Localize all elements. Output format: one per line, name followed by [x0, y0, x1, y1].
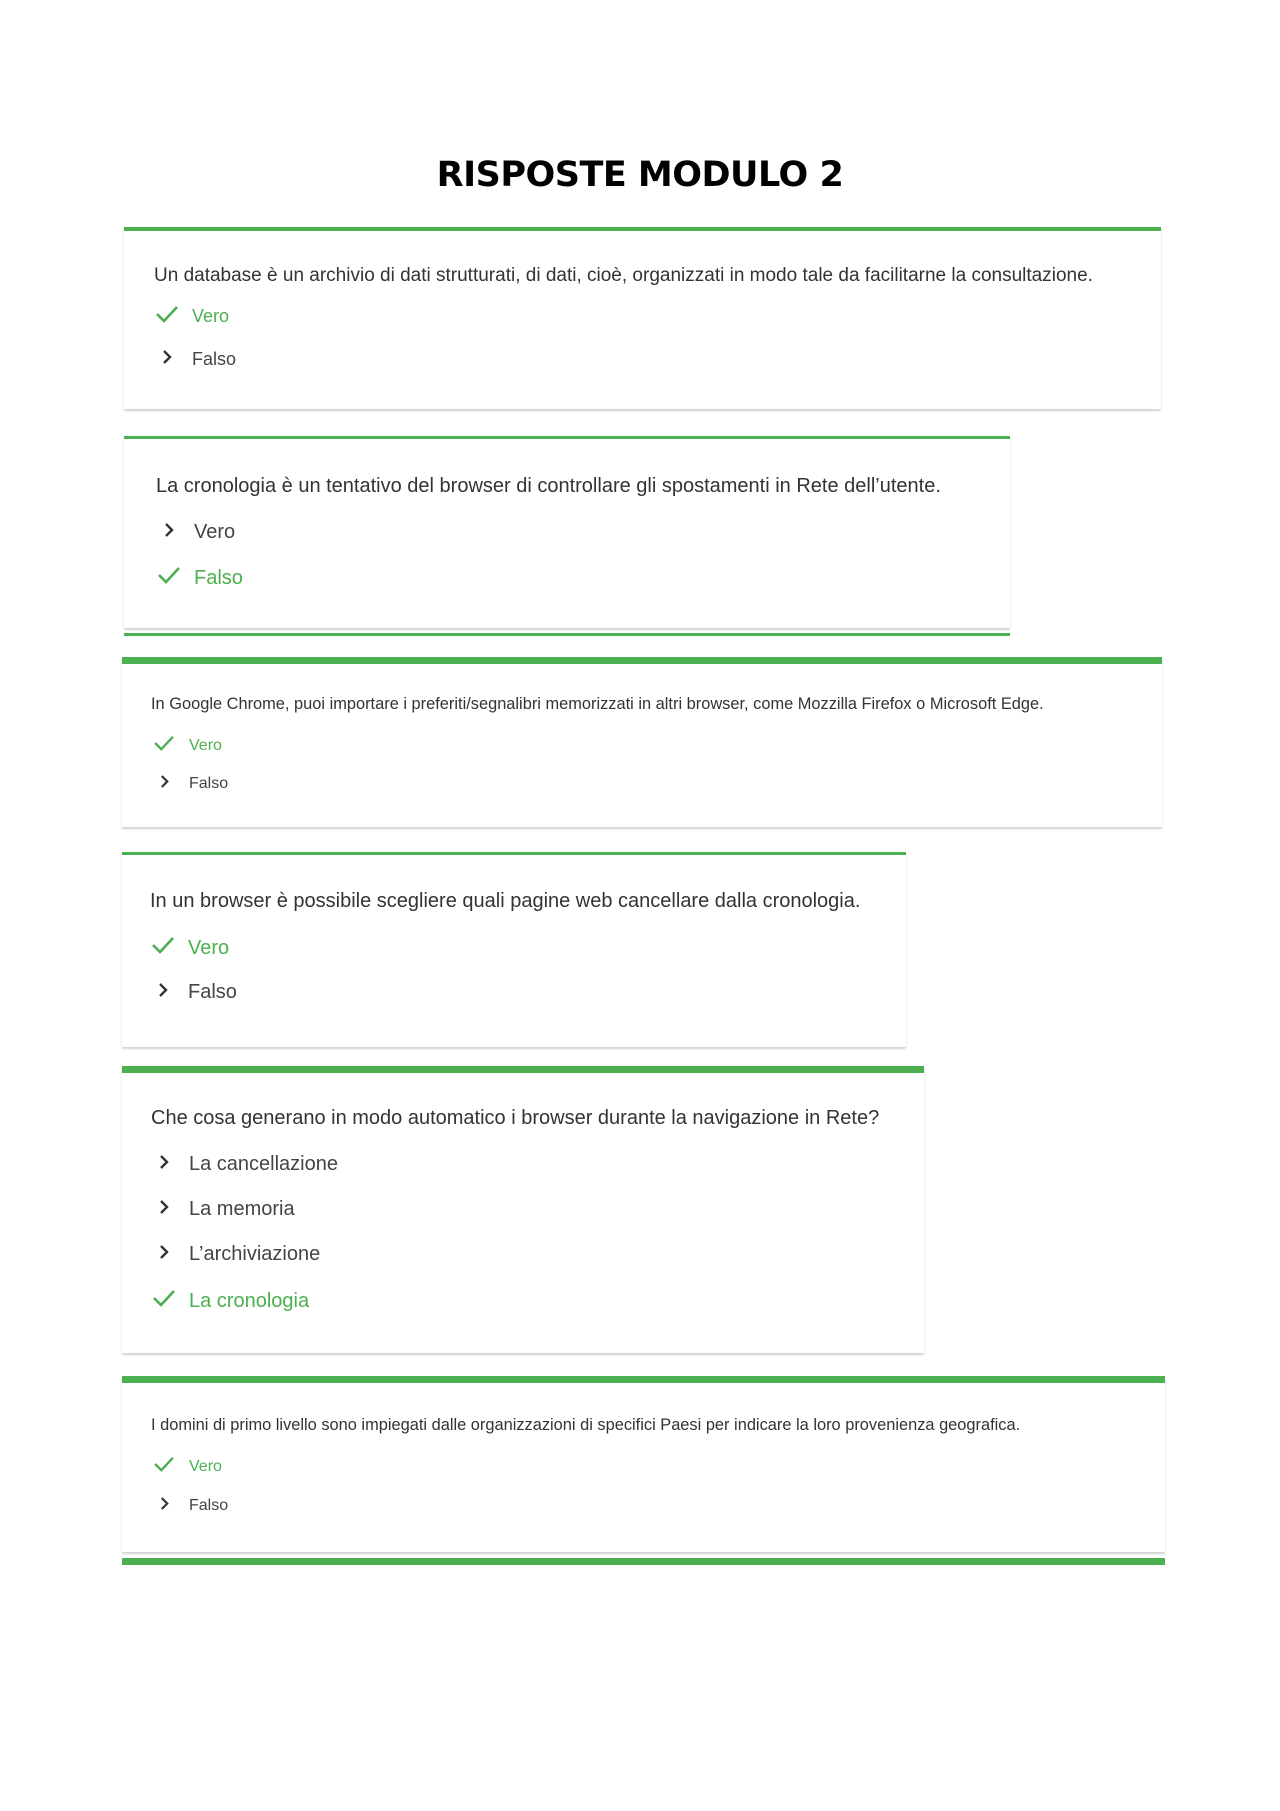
option-2-falso [156, 566, 243, 590]
option-5-a [151, 1153, 338, 1176]
question-card-1 [124, 227, 1161, 409]
option-label: Falso [192, 349, 237, 369]
option-label: Vero [189, 1457, 222, 1475]
option-3-vero [151, 735, 222, 756]
check-icon [156, 566, 182, 590]
chevron-right-icon [154, 349, 180, 370]
divider-line [124, 633, 1010, 636]
question-text-2: La cronologia è un tentativo del browser di controllare gli spostamenti in Rete dell’utente. [156, 475, 941, 497]
option-label: Vero [188, 936, 230, 959]
chevron-right-icon [151, 774, 177, 794]
option-4-vero [150, 936, 229, 960]
option-5-c [151, 1243, 320, 1266]
check-icon [151, 1289, 177, 1313]
question-text-6: I domini di primo livello sono impiegati dalle organizzazioni di specifici Paesi per indicare la loro provenienza geografica. [151, 1416, 1021, 1434]
option-label: L’archiviazione [189, 1243, 321, 1265]
option-1-vero [154, 305, 229, 328]
question-text-5: Che cosa generano in modo automatico i browser durante la navigazione in Rete? [151, 1107, 880, 1129]
question-card-6 [122, 1376, 1165, 1552]
check-icon [150, 936, 176, 960]
check-icon [151, 735, 177, 756]
option-2-vero [156, 521, 235, 544]
chevron-right-icon [156, 521, 182, 544]
divider-line [122, 1558, 1165, 1565]
question-text-1: Un database è un archivio di dati strutturati, di dati, cioè, organizzati in modo tale da facilitarne la consultazione. [154, 265, 1093, 286]
option-label: La cancellazione [189, 1153, 338, 1175]
option-label: Vero [189, 736, 222, 754]
page-title: RISPOSTE MODULO 2 [436, 155, 844, 195]
question-text-3: In Google Chrome, puoi importare i preferiti/segnalibri memorizzati in altri browser, come Mozzilla Firefox o Microsoft Edge. [151, 695, 1044, 713]
option-label: La cronologia [189, 1289, 310, 1312]
option-5-d [151, 1289, 309, 1313]
check-icon [151, 1456, 177, 1477]
option-5-b [151, 1198, 295, 1221]
option-4-falso [150, 981, 237, 1004]
option-1-falso [154, 349, 236, 370]
option-label: Vero [194, 521, 236, 543]
option-label: Vero [192, 306, 230, 326]
chevron-right-icon [151, 1153, 177, 1176]
option-label: Falso [188, 981, 237, 1003]
check-icon [154, 305, 180, 328]
option-6-vero [151, 1456, 222, 1477]
question-card-2 [124, 436, 1010, 628]
chevron-right-icon [150, 981, 176, 1004]
option-6-falso [151, 1496, 228, 1516]
option-3-falso [151, 774, 228, 794]
question-card-3 [122, 657, 1162, 827]
option-label: Falso [189, 1497, 229, 1514]
question-text-4: In un browser è possibile scegliere quali pagine web cancellare dalla cronologia. [150, 890, 861, 912]
question-card-4 [122, 852, 906, 1047]
option-label: Falso [194, 566, 243, 589]
chevron-right-icon [151, 1243, 177, 1266]
option-label: Falso [189, 775, 229, 792]
chevron-right-icon [151, 1496, 177, 1516]
chevron-right-icon [151, 1198, 177, 1221]
option-label: La memoria [189, 1198, 295, 1220]
